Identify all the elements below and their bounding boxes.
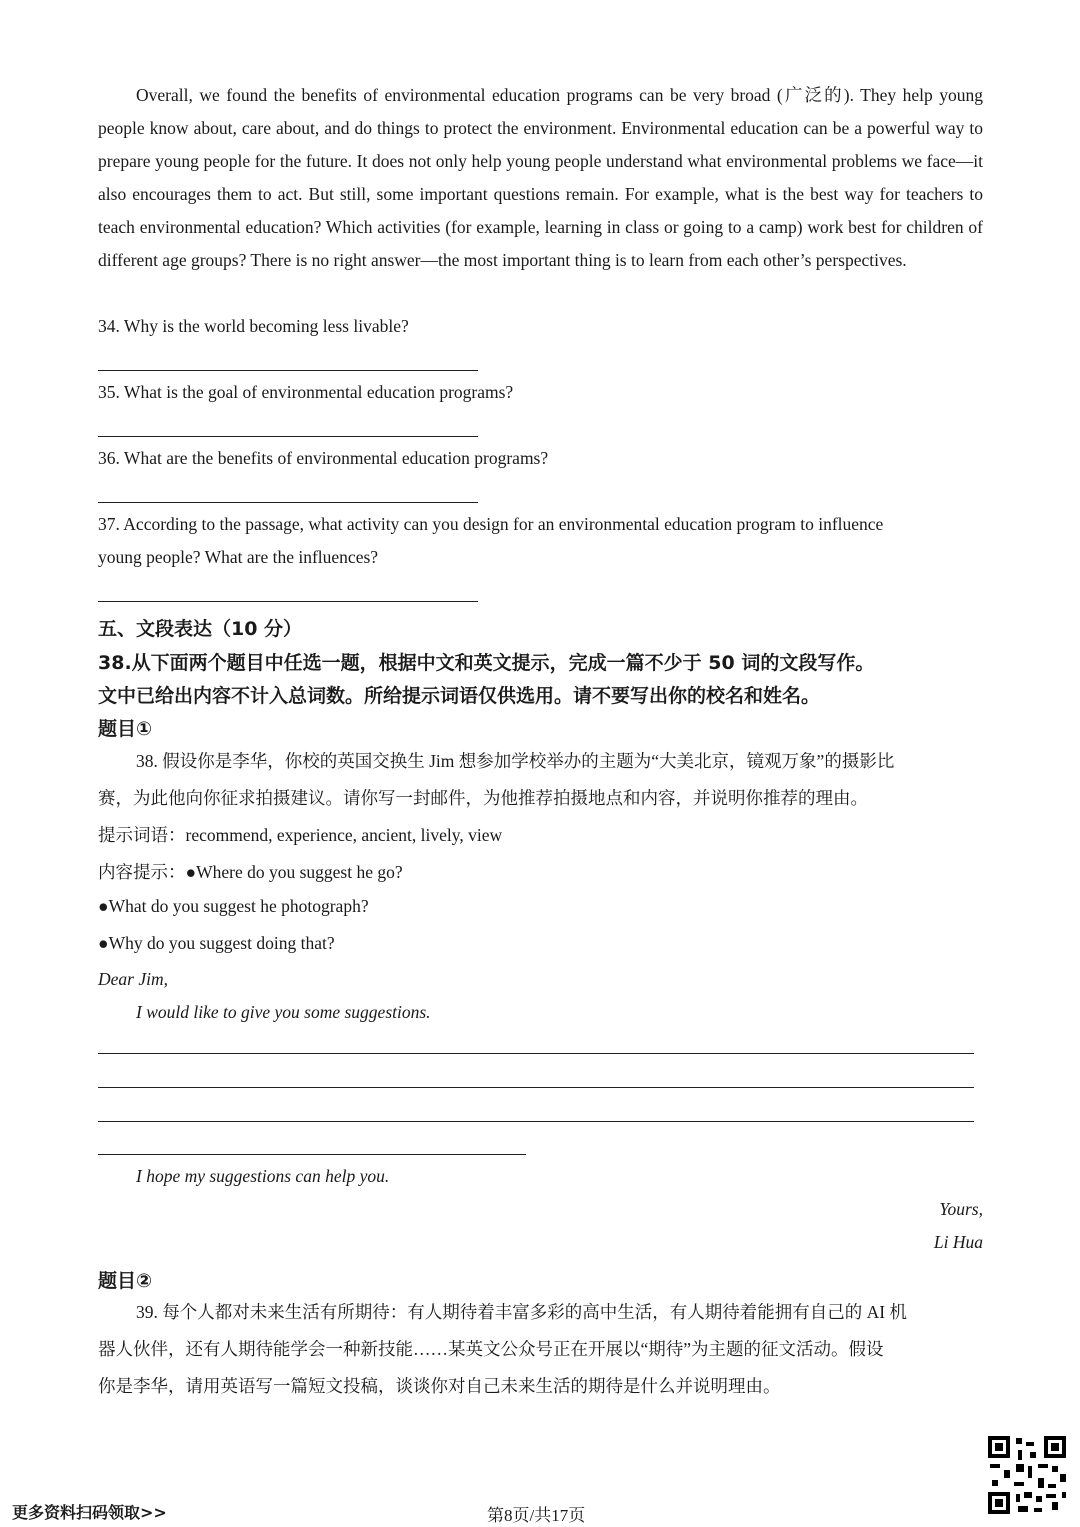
bullet-icon: ● [98,933,109,953]
answer-line-35[interactable] [98,436,478,437]
topic2-prompt-line2: 器人伙伴，还有人期待能学会一种新技能……某英文公众号正在开展以“期待”为主题的征文活动。假设 [98,1339,884,1359]
topic1-prompt-line2: 赛，为此他向你征求拍摄建议。请你写一封邮件，为他推荐拍摄地点和内容，并说明你推荐的理由。 [98,788,868,808]
writing-line-3[interactable] [98,1121,974,1122]
topic2-title: 题目② [98,1270,153,1292]
writing-line-2[interactable] [98,1087,974,1088]
bullet-1: Where do you suggest he go? [196,862,403,882]
topic1-title: 题目① [98,718,153,740]
answer-line-34[interactable] [98,370,478,371]
letter-greeting: Dear Jim, [98,969,168,989]
bullet-icon: ● [98,896,109,916]
question-35: 35. What is the goal of environmental education programs? [98,382,514,402]
page-number: 第8页/共17页 [487,1506,586,1525]
section5-instruction-line2: 文中已给出内容不计入总词数。所给提示词语仅供选用。请不要写出你的校名和姓名。 [98,685,821,707]
bullet-3: Why do you suggest doing that? [108,933,335,953]
writing-line-1[interactable] [98,1053,974,1054]
question-37-line1: 37. According to the passage, what activity can you design for an environmental education program to influence [98,514,884,534]
passage-paragraph: Overall, we found the benefits of environmental education programs can be very broad (广泛的). They help young people know about, care about, and do things to protect the environment. Environmental education can be a powerful way to prepare young people for the future. It does not only help young people understand what environmental problems we face—it also encourages them to act. But still, some important questions remain. For example, what is the best way for teachers to teach environmental education? Which activities (for example, learning in class or going to a camp) work best for children of different age groups? There is no right answer—the most important thing is to learn from each other’s perspectives. [98,85,983,270]
letter-opening: I would like to give you some suggestions. [136,1002,431,1022]
qr-code[interactable] [988,1436,1066,1514]
section5-instruction-line1: 38.从下面两个题目中任选一题，根据中文和英文提示，完成一篇不少于 50 词的文段写作。 [98,652,875,674]
bullet-icon: ● [185,862,197,882]
letter-closing: I hope my suggestions can help you. [136,1166,390,1186]
question-34: 34. Why is the world becoming less livable? [98,316,409,336]
answer-line-36[interactable] [98,502,478,503]
answer-line-37[interactable] [98,601,478,602]
topic2-prompt-line1: 39. 每个人都对未来生活有所期待：有人期待着丰富多彩的高中生活，有人期待着能拥有自己的 AI 机 [136,1302,907,1322]
topic1-content-hint [98,859,403,884]
bullet-2: What do you suggest he photograph? [108,896,369,916]
topic1-hint-words: 提示词语：recommend, experience, ancient, lively, view [98,825,503,845]
letter-signoff: Yours, [939,1199,983,1219]
letter-signature: Li Hua [933,1232,983,1252]
section5-heading: 五、文段表达（10 分） [98,618,303,640]
question-37-line2: young people? What are the influences? [98,547,379,567]
question-36: 36. What are the benefits of environmental education programs? [98,448,549,468]
content-label: 内容提示： [98,862,186,882]
footer-scan-text[interactable]: 更多资料扫码领取>> [12,1503,167,1522]
writing-line-4[interactable] [98,1154,526,1155]
topic2-prompt-line3: 你是李华，请用英语写一篇短文投稿，谈谈你对自己未来生活的期待是什么并说明理由。 [98,1376,781,1396]
topic1-prompt-line1: 38. 假设你是李华，你校的英国交换生 Jim 想参加学校举办的主题为“大美北京，镜观万象”的摄影比 [136,751,895,771]
